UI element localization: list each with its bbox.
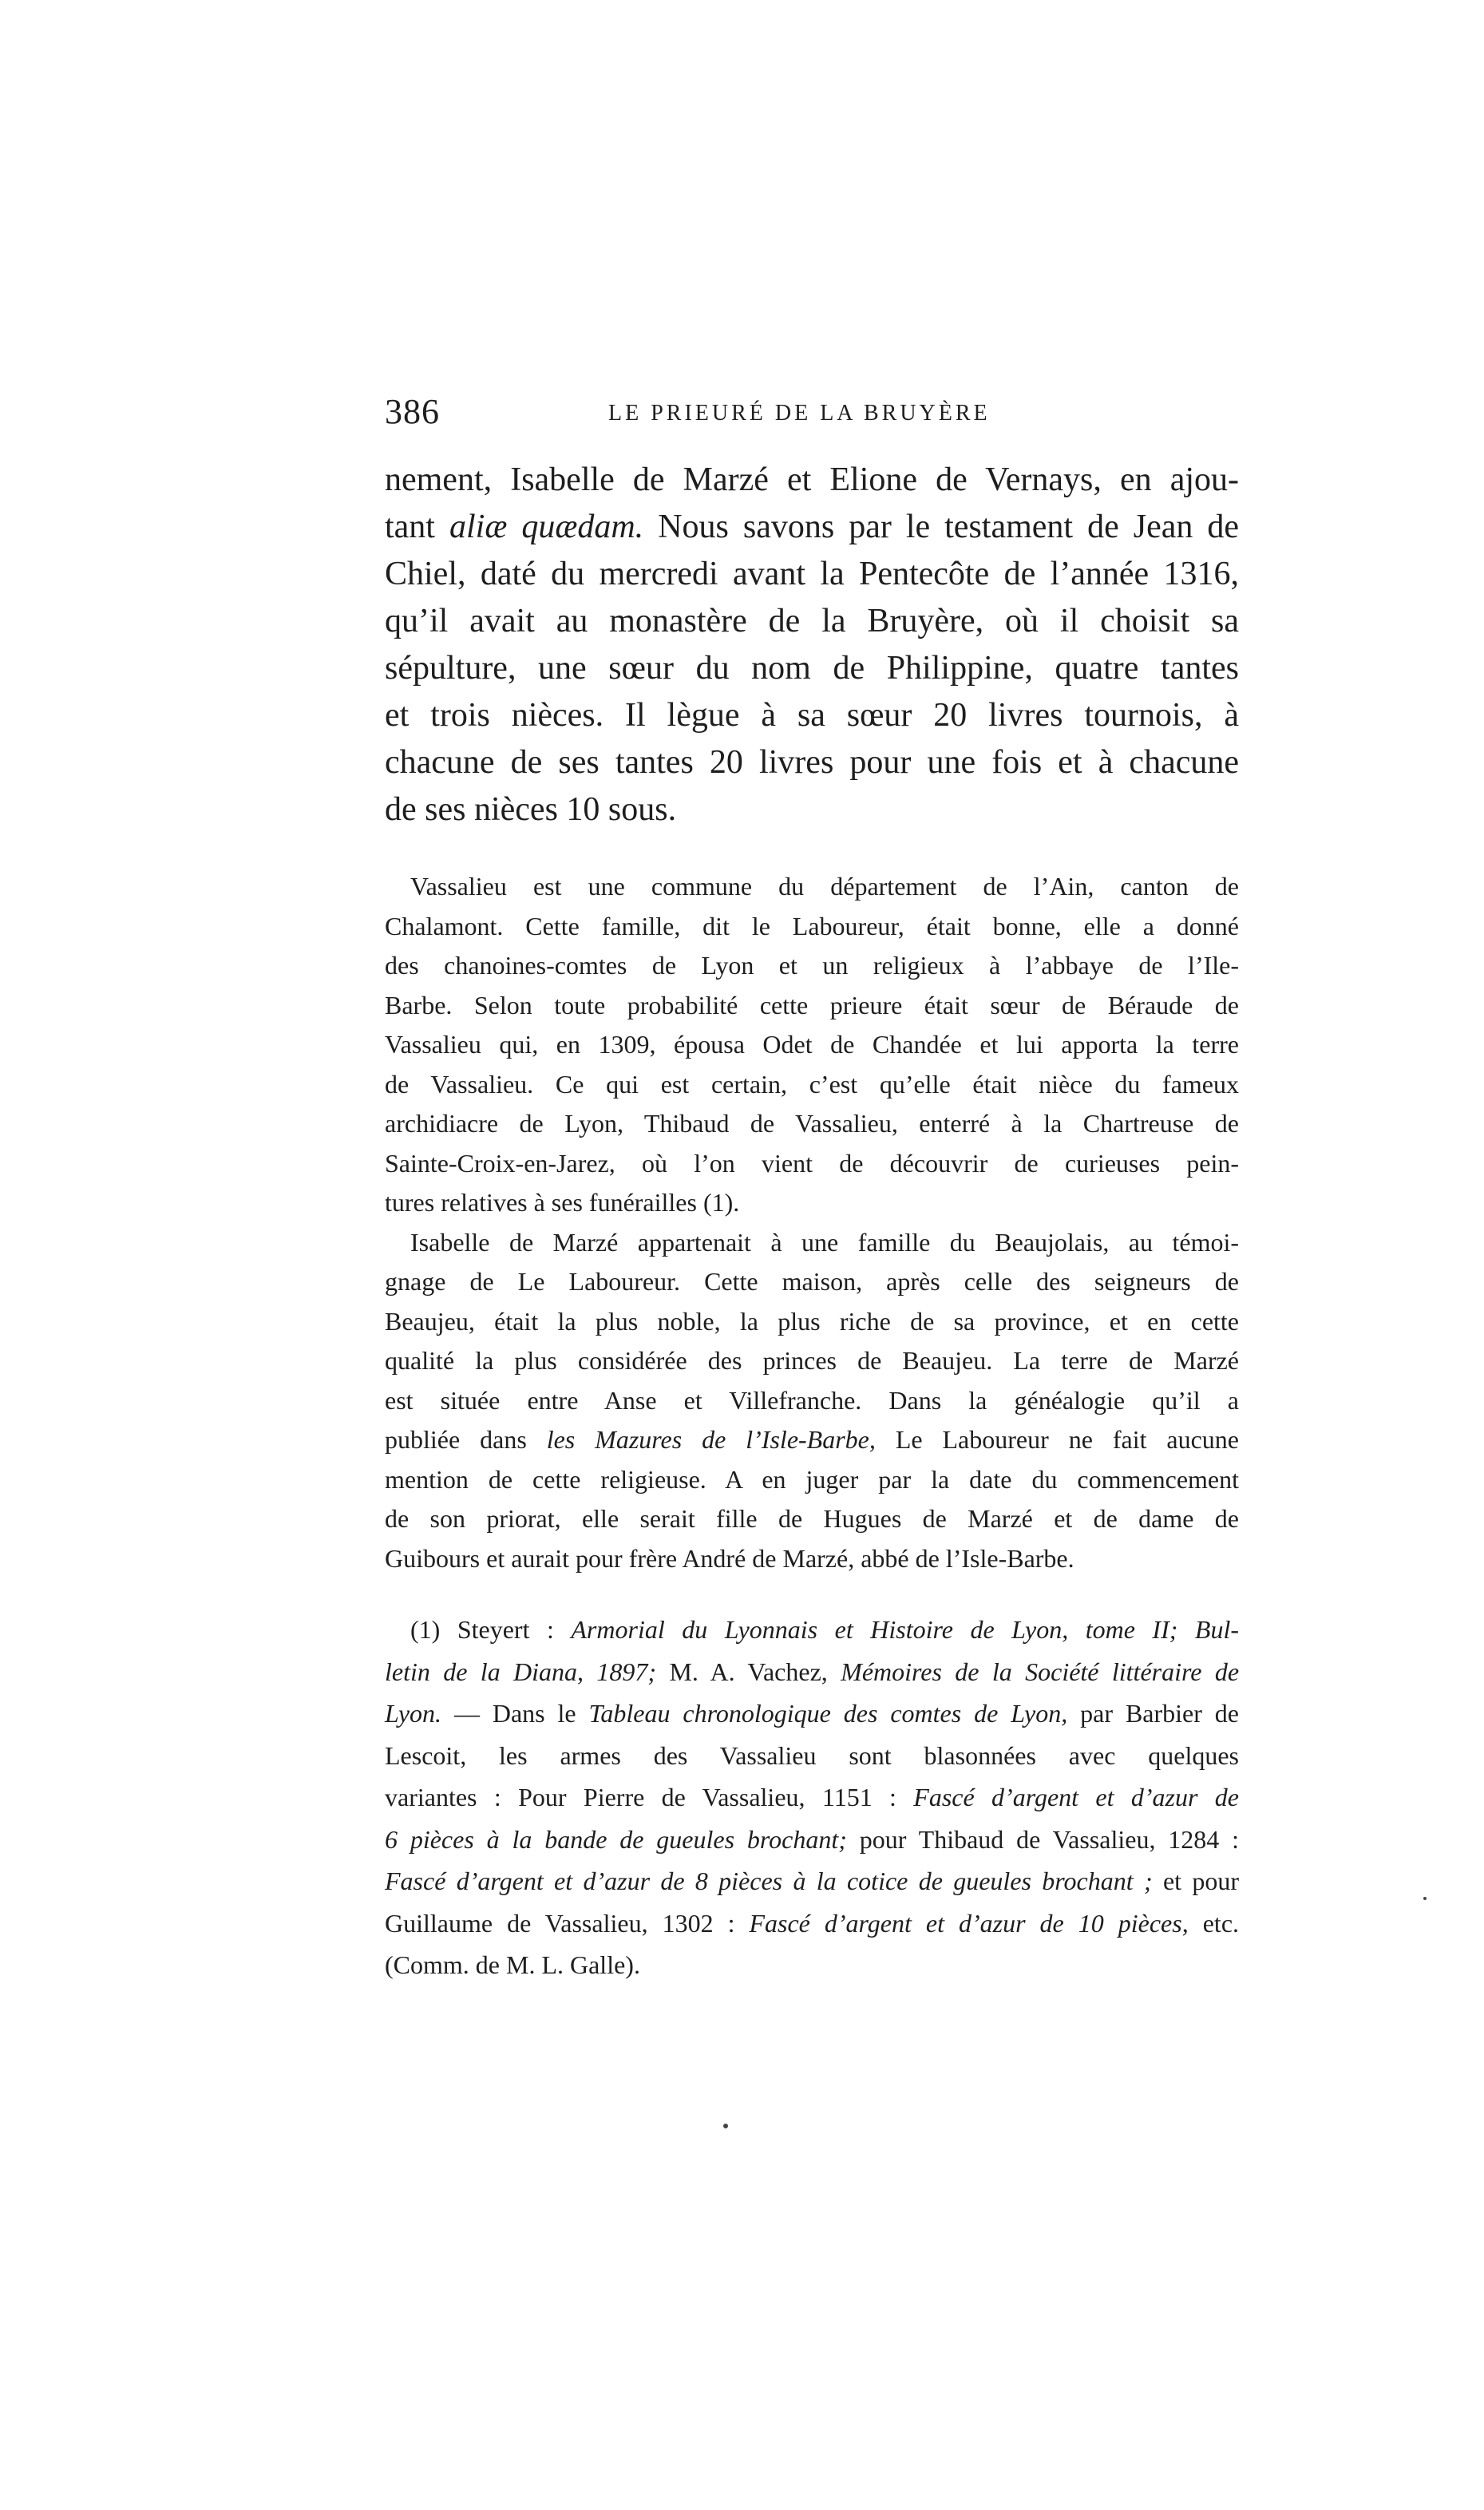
text-line: Guibours et aurait pour frère André de Marzé, abbé de l’Isle-Barbe. xyxy=(385,1543,1074,1573)
text-line: Guillaume de Vassalieu, 1302 : Fascé d’argent et d’azur de 10 pièces, etc. xyxy=(385,1908,1240,1938)
text-line: de ses nièces 10 sous. xyxy=(385,791,677,828)
text-line: sépulture, une sœur du nom de Philippine, quatre tantes xyxy=(385,650,1239,687)
text-line: Lyon. — Dans le Tableau chronologique des comtes de Lyon, par Barbier de xyxy=(385,1699,1240,1728)
text-line: 6 pièces à la bande de gueules brochant; pour Thibaud de Vassalieu, 1284 : xyxy=(385,1824,1240,1854)
text-line: Isabelle de Marzé appartenait à une famille du Beaujolais, au témoi- xyxy=(410,1227,1239,1257)
text-line: archidiacre de Lyon, Thibaud de Vassalieu, enterré à la Chartreuse de xyxy=(385,1109,1239,1138)
text-line: gnage de Le Laboureur. Cette maison, après celle des seigneurs de xyxy=(385,1267,1239,1296)
running-title: LE PRIEURÉ DE LA BRUYÈRE xyxy=(608,401,991,426)
text-line: Lescoit, les armes des Vassalieu sont blasonnées avec quelques xyxy=(385,1740,1239,1770)
text-line: Fascé d’argent et d’azur de 8 pièces à la cotice de gueules brochant ; et pour xyxy=(385,1867,1240,1895)
text-line: variantes : Pour Pierre de Vassalieu, 1151 : Fascé d’argent et d’azur de xyxy=(385,1783,1240,1811)
text-line: letin de la Diana, 1897; M. A. Vachez, Mémoires de la Société littéraire de xyxy=(385,1657,1240,1686)
text-line: et trois nièces. Il lègue à sa sœur 20 livres tournois, à xyxy=(385,697,1239,734)
running-head xyxy=(385,391,1239,439)
text-line: Barbe. Selon toute probabilité cette prieure était sœur de Béraude de xyxy=(385,990,1239,1019)
print-speck xyxy=(1423,1897,1427,1900)
note-block xyxy=(385,867,1239,1578)
text-line: Chiel, daté du mercredi avant la Pentecôte de l’année 1316, xyxy=(385,556,1239,592)
text-line: publiée dans les Mazures de l’Isle-Barbe, Le Laboureur ne fait aucune xyxy=(385,1425,1240,1454)
text-line: Sainte-Croix-en-Jarez, où l’on vient de découvrir de curieuses pein- xyxy=(385,1148,1239,1178)
text-line: Beaujeu, était la plus noble, la plus riche de sa province, et en cette xyxy=(385,1306,1239,1336)
note-paragraph-marze xyxy=(385,1223,1239,1579)
text-line: de son priorat, elle serait fille de Hugues de Marzé et de dame de xyxy=(385,1504,1239,1533)
text-line: des chanoines-comtes de Lyon et un religieux à l’abbaye de l’Ile- xyxy=(385,951,1239,980)
text-line: tures relatives à ses funérailles (1). xyxy=(385,1188,740,1217)
text-line: de Vassalieu. Ce qui est certain, c’est qu’elle était nièce du fameux xyxy=(385,1069,1239,1099)
text-line: chacune de ses tantes 20 livres pour une fois et à chacune xyxy=(385,744,1239,781)
note-paragraph-vassalieu xyxy=(385,867,1239,1223)
text-line: nement, Isabelle de Marzé et Elione de Vernays, en ajou- xyxy=(385,461,1239,498)
text-line: Vassalieu qui, en 1309, épousa Odet de Chandée et lui apporta la terre xyxy=(385,1030,1239,1059)
text-line: mention de cette religieuse. A en juger par la date du commencement xyxy=(385,1464,1239,1494)
text-line: (Comm. de M. L. Galle). xyxy=(385,1950,640,1979)
book-page xyxy=(385,391,1239,1986)
footnote xyxy=(385,1609,1239,1986)
page-number: 386 xyxy=(385,392,440,431)
text-line: (1) Steyert : Armorial du Lyonnais et Histoire de Lyon, tome II; Bul- xyxy=(410,1615,1240,1644)
text-line: Chalamont. Cette famille, dit le Laboureur, était bonne, elle a donné xyxy=(385,911,1239,940)
text-line: qualité la plus considérée des princes de Beaujeu. La terre de Marzé xyxy=(385,1346,1239,1375)
text-line: qu’il avait au monastère de la Bruyère, où il choisit sa xyxy=(385,603,1239,639)
print-speck xyxy=(723,2124,728,2128)
text-line: tant aliæ quædam. Nous savons par le testament de Jean de xyxy=(385,509,1239,545)
main-paragraph xyxy=(385,457,1239,833)
text-line: Vassalieu est une commune du département de l’Ain, canton de xyxy=(410,872,1239,901)
text-line: est située entre Anse et Villefranche. Dans la généalogie qu’il a xyxy=(385,1385,1239,1415)
